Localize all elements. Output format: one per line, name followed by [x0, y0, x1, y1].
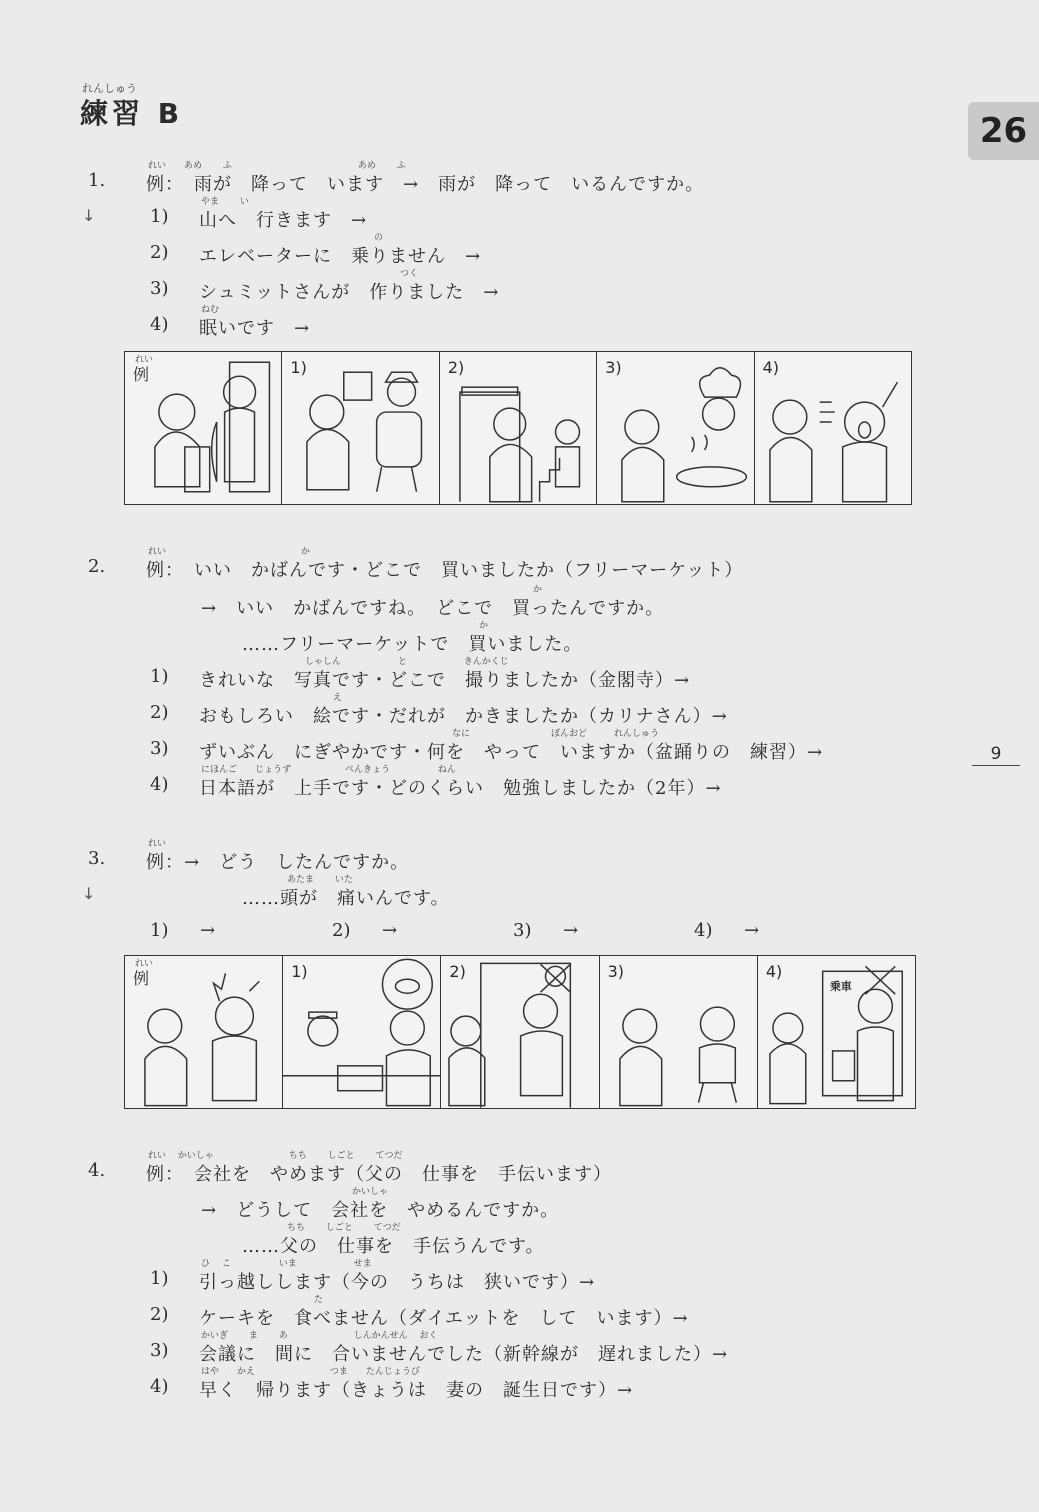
page-number-rule	[972, 765, 1020, 766]
ex1-item-4-num: 4)	[150, 314, 169, 335]
ex3-panel-4	[758, 956, 915, 1108]
chapter-tab: 26	[968, 102, 1039, 160]
ex4-item-3: 会議に 間に 合いませんでした（新幹線が 遅れました）→	[199, 1344, 729, 1365]
ex3-item-3: →	[563, 920, 580, 941]
ex4-item-4-num: 4)	[150, 1376, 169, 1397]
ex1-panel-ruby: れい	[135, 355, 154, 365]
ex1-item-1-ruby: やま い	[201, 197, 249, 207]
ex4-item-3-num: 3)	[150, 1340, 169, 1361]
ex1-item-1: 山へ 行きます →	[199, 210, 368, 231]
ex1-item-3: シュミットさんが 作りました →	[199, 282, 500, 303]
ex2-item-4-ruby: にほんご じょうず べんきょう ねん	[201, 765, 456, 775]
ex2-item-2: おもしろい 絵です・だれが かきましたか（カリナさん）→	[199, 706, 728, 727]
ex2-number: 2.	[88, 556, 106, 577]
ex1-item-2-num: 2)	[150, 242, 169, 263]
ex1-panel-2-label: 2)	[447, 358, 465, 377]
ex1-number: 1.	[88, 170, 106, 191]
ex2-line3-ruby: か	[479, 621, 489, 631]
ex2-item-1-num: 1)	[150, 666, 169, 687]
ticket-machine-illustration	[758, 956, 915, 1108]
ex2-item-3-num: 3)	[150, 738, 169, 759]
ex3-item-2: →	[382, 920, 399, 941]
ex2-line2: → いい かばんですね。 どこで 買ったんですか。	[201, 598, 665, 619]
ex1-item-4-ruby: ねむ	[201, 305, 220, 315]
ex3-item-4-num: 4)	[694, 920, 713, 941]
ex2-line2-ruby: か	[533, 585, 543, 595]
ex3-item-1: →	[200, 920, 217, 941]
chef-illustration	[597, 352, 753, 504]
ex4-item-4: 早く 帰ります（きょうは 妻の 誕生日です）→	[199, 1380, 634, 1401]
ex2-line3: ……フリーマーケットで 買いました。	[242, 634, 583, 655]
ex1-example: 例： 雨が 降って います → 雨が 降って いるんですか。	[146, 174, 705, 195]
ex1-item-3-num: 3)	[150, 278, 169, 299]
ex1-panel-2	[440, 352, 597, 504]
ex2-item-2-num: 2)	[150, 702, 169, 723]
ex4-line3: ……父の 仕事を 手伝うんです。	[242, 1236, 545, 1257]
ex4-item-2-ruby: た	[314, 1295, 324, 1305]
ex3-item-2-num: 2)	[332, 920, 351, 941]
ex2-item-3: ずいぶん にぎやかです・何を やって いますか（盆踊りの 練習）→	[199, 742, 824, 763]
ex3-panel-1	[283, 956, 441, 1108]
ex3-panel-4-label: 4)	[765, 962, 783, 981]
ticket-sign: 乗車	[829, 980, 852, 993]
ex1-example-ruby: れい あめ ふ あめ ふ	[148, 161, 406, 171]
ex3-panel-label: 例	[133, 969, 150, 988]
ex1-panel-1	[282, 352, 439, 504]
ex4-item-4-ruby: はや かえ つま たんじょうび	[201, 1367, 420, 1377]
ex1-item-2: エレベーターに 乗りません →	[199, 246, 482, 267]
stomachache-illustration	[600, 956, 757, 1108]
ex1-picture-strip	[124, 351, 912, 505]
title-ruby: れんしゅう	[82, 82, 137, 95]
ex2-item-4: 日本語が 上手です・どのくらい 勉強しましたか（2年）→	[199, 778, 722, 799]
ex1-panel-3-label: 3)	[605, 358, 622, 377]
elevator-illustration	[440, 352, 596, 504]
ex4-example-ruby: れい かいしゃ ちち しごと てつだ	[148, 1151, 403, 1161]
ex4-line2: → どうして 会社を やめるんですか。	[201, 1200, 560, 1221]
ex2-item-3-ruby: なに ぼんおど れんしゅう	[452, 729, 660, 739]
ex4-line3-ruby: ちち しごと てつだ	[287, 1223, 401, 1233]
ex2-item-4-num: 4)	[150, 774, 169, 795]
headache-illustration	[125, 956, 282, 1108]
wallet-illustration	[283, 956, 440, 1108]
ex3-number: 3.	[88, 848, 106, 869]
ex2-item-1-ruby: しゃしん と きんかくじ	[305, 657, 509, 667]
lost-key-illustration	[441, 956, 598, 1108]
ex2-example-ruby: れい か	[148, 547, 311, 557]
page-number: 9	[990, 744, 1002, 764]
ex4-item-1-ruby: ひ こ いま せま	[201, 1259, 372, 1269]
ex4-item-3-ruby: かいぎ ま あ しんかんせん おく	[201, 1331, 438, 1341]
page-title: 練習 B	[80, 97, 184, 130]
ex3-line2: ……頭が 痛いんです。	[242, 888, 450, 909]
ex4-item-2: ケーキを 食べません（ダイエットを して います）→	[199, 1308, 689, 1329]
ex1-panel-1-label: 1)	[290, 358, 307, 377]
ex3-item-1-num: 1)	[150, 920, 169, 941]
hiker-illustration	[282, 352, 438, 504]
yawn-illustration	[755, 352, 911, 504]
ex3-line2-ruby: あたま いた	[287, 875, 353, 885]
ex4-item-2-num: 2)	[150, 1304, 169, 1325]
ex2-item-1: きれいな 写真です・どこで 撮りましたか（金閣寺）→	[199, 670, 691, 691]
ex3-panel-1-label: 1)	[291, 962, 308, 981]
ex1-panel-3	[597, 352, 754, 504]
ex3-example-ruby: れい	[148, 839, 167, 849]
ex3-picture-strip	[124, 955, 916, 1109]
ex1-panel-example	[125, 352, 282, 504]
ex2-example: 例： いい かばんです・どこで 買いましたか（フリーマーケット）	[146, 560, 744, 581]
ex3-item-4: →	[744, 920, 761, 941]
ex4-line2-ruby: かいしゃ	[352, 1187, 389, 1197]
ex4-number: 4.	[88, 1160, 106, 1181]
ex1-panel-label: 例	[133, 365, 150, 384]
ex1-item-4: 眠いです →	[199, 318, 311, 339]
ex3-panel-2	[441, 956, 599, 1108]
ex1-item-2-ruby: の	[374, 233, 384, 243]
arrow-down-icon: ↓	[82, 884, 96, 903]
ex3-example: 例：→ どう したんですか。	[146, 852, 410, 873]
ex3-panel-3	[600, 956, 758, 1108]
ex1-panel-4-label: 4)	[762, 358, 780, 377]
ex3-panel-2-label: 2)	[449, 962, 466, 981]
ex3-panel-ruby: れい	[135, 959, 154, 969]
ex1-panel-4	[755, 352, 911, 504]
ex4-example: 例： 会社を やめます（父の 仕事を 手伝います）	[146, 1164, 612, 1185]
ex1-item-1-num: 1)	[150, 206, 169, 227]
ex3-panel-example	[125, 956, 283, 1108]
arrow-down-icon: ↓	[82, 206, 96, 225]
ex3-item-3-num: 3)	[513, 920, 532, 941]
ex4-item-1-num: 1)	[150, 1268, 169, 1289]
ex4-item-1: 引っ越しします（今の うちは 狭いです）→	[199, 1272, 596, 1293]
ex3-panel-3-label: 3)	[607, 962, 625, 981]
ex2-item-2-ruby: え	[333, 693, 343, 703]
ex1-item-3-ruby: つく	[400, 269, 419, 279]
rain-umbrella-illustration	[125, 352, 281, 504]
